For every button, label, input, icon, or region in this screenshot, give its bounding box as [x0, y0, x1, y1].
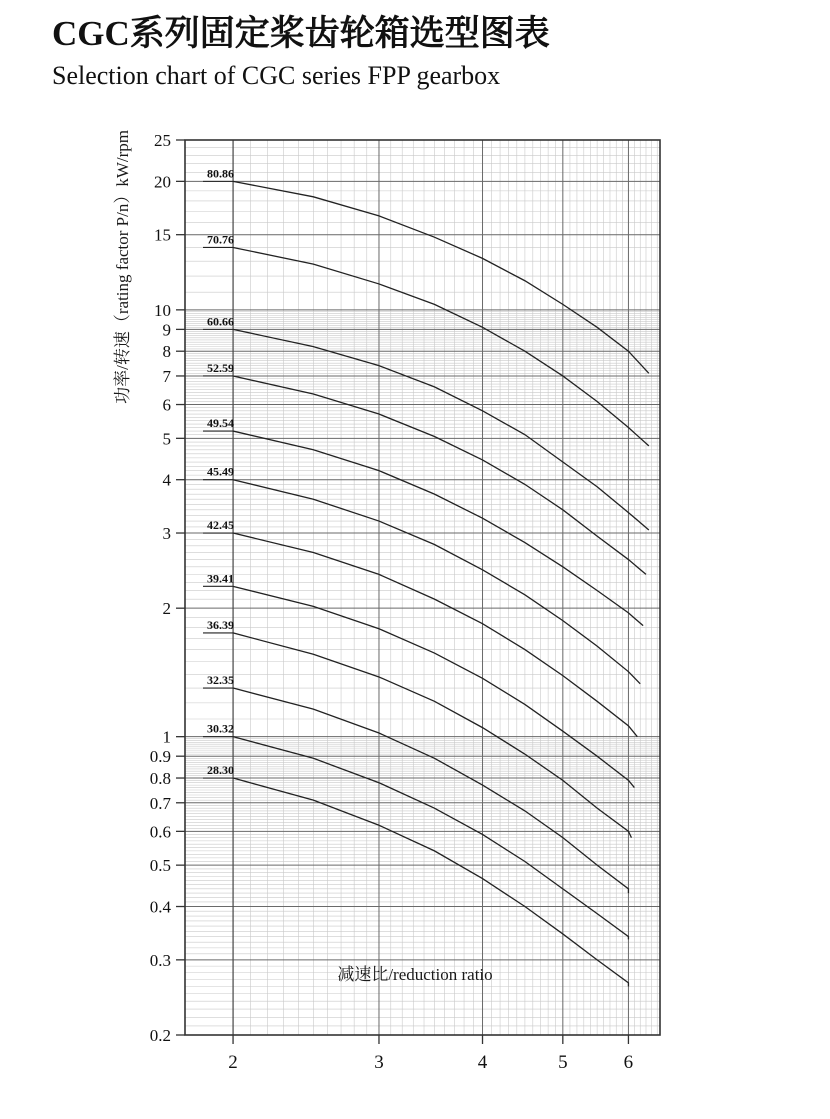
svg-text:0.4: 0.4 — [149, 897, 171, 917]
y-axis-label-wrap — [108, 130, 138, 550]
y-axis-label: 功率/转速（rating factor P/n）kW/rpm — [113, 130, 132, 404]
svg-text:0.9: 0.9 — [149, 747, 171, 767]
svg-text:15: 15 — [154, 225, 171, 245]
svg-text:5: 5 — [162, 429, 171, 449]
svg-text:3: 3 — [374, 1052, 384, 1073]
curve-label: 49.54 — [207, 416, 234, 431]
svg-text:0.5: 0.5 — [149, 856, 171, 876]
svg-text:4: 4 — [477, 1052, 488, 1073]
curve-45.49 — [233, 480, 640, 684]
curve-label: 32.35 — [207, 673, 234, 688]
svg-text:0.8: 0.8 — [149, 769, 171, 789]
svg-text:0.2: 0.2 — [149, 1026, 171, 1045]
curve-label: 52.59 — [207, 360, 234, 375]
curve-label: 70.76 — [207, 232, 234, 247]
svg-text:0.3: 0.3 — [149, 950, 171, 970]
svg-text:9: 9 — [162, 320, 171, 340]
svg-text:4: 4 — [162, 470, 171, 490]
page-subtitle: Selection chart of CGC series FPP gearbox — [52, 61, 501, 91]
curve-label: 45.49 — [207, 464, 234, 479]
svg-text:10: 10 — [154, 300, 171, 320]
grid-minor — [185, 140, 660, 1035]
plot-frame — [185, 140, 660, 1035]
svg-text:1: 1 — [162, 727, 171, 747]
page-title: CGC系列固定桨齿轮箱选型图表 — [52, 14, 550, 53]
curve-49.54 — [233, 431, 643, 626]
svg-text:7: 7 — [162, 366, 171, 386]
svg-text:5: 5 — [558, 1052, 568, 1073]
svg-text:25: 25 — [154, 131, 171, 150]
x-tick-labels — [228, 1052, 633, 1073]
curve-label: 39.41 — [207, 571, 234, 586]
svg-text:2: 2 — [228, 1052, 238, 1073]
curve-label: 36.39 — [207, 617, 234, 632]
svg-text:6: 6 — [162, 395, 171, 415]
curve-label: 60.66 — [207, 314, 234, 329]
curve-60.66 — [233, 329, 649, 530]
svg-text:0.7: 0.7 — [149, 793, 171, 813]
svg-text:3: 3 — [162, 524, 171, 544]
curve-label: 30.32 — [207, 721, 234, 736]
curve-label: 28.30 — [207, 763, 234, 778]
y-tick-labels — [150, 131, 172, 1045]
svg-text:20: 20 — [154, 172, 171, 192]
svg-text:0.6: 0.6 — [149, 822, 171, 842]
svg-text:8: 8 — [162, 342, 171, 362]
curve-28.30 — [233, 778, 628, 986]
grid-major — [185, 140, 660, 1035]
curve-label: 42.45 — [207, 518, 234, 533]
title-block — [0, 0, 830, 91]
x-axis-label: 减速比/reduction ratio — [337, 965, 493, 984]
curve-label: 80.86 — [207, 166, 234, 181]
svg-text:2: 2 — [162, 599, 171, 619]
svg-text:6: 6 — [623, 1052, 634, 1073]
